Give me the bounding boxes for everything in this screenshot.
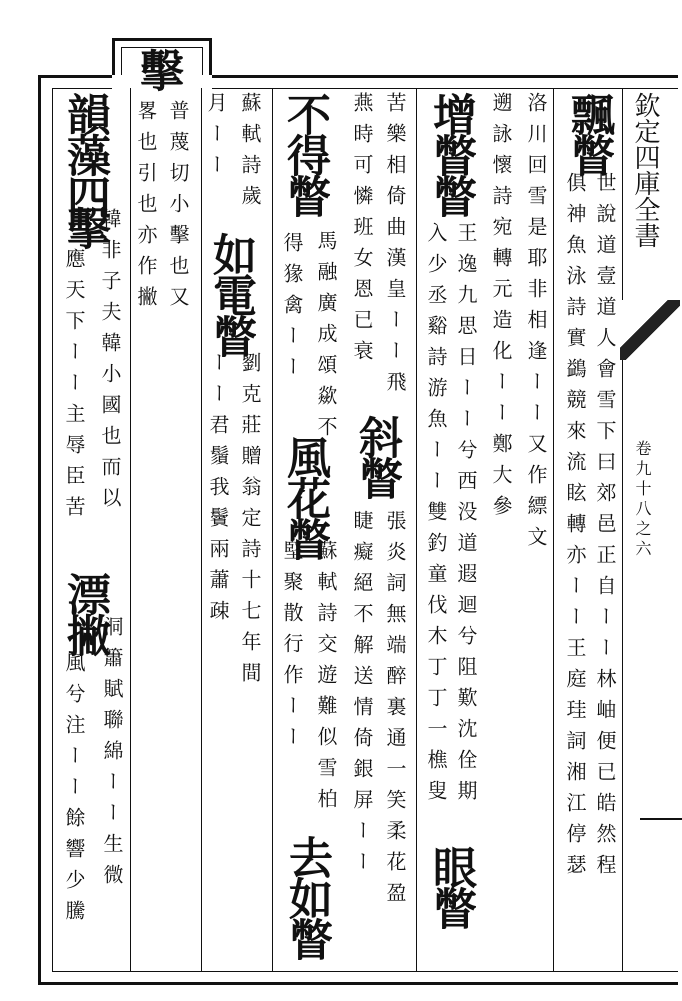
tab-heading-pie: 擊 <box>132 48 183 89</box>
headword-qu-ru-pie: 去如瞥 <box>281 835 332 958</box>
edge-tick <box>640 818 682 820</box>
column-text: 洛川回雪是耶非相逢ーー又作縹文 <box>524 92 548 557</box>
column-text: 蘇軾詩交遊難似雪柏 <box>314 540 338 819</box>
column-divider <box>201 88 202 972</box>
column-text: 世說道壹道人會雪下曰郊邑正自ーー林岫便已皓然程 <box>593 172 617 885</box>
column-text: 燕時可憐班女恩已衰 <box>350 92 374 371</box>
running-title: 欽定四庫全書 <box>630 92 660 248</box>
column-text: 堅聚散行作ーー <box>280 540 304 757</box>
headword-bu-de-pie: 不得瞥 <box>279 92 330 215</box>
column-text: 入少丞谿詩游魚ーー雙釣童伐木丁丁一樵叟 <box>424 222 448 811</box>
volume-label: 卷九十八之六 <box>633 440 652 560</box>
column-text: 月ーー <box>204 92 228 185</box>
column-divider <box>130 88 131 972</box>
headword-ru-dian-pie: 如電瞥 <box>205 232 256 355</box>
headword-piao-pie-2: 漂撇 <box>59 572 110 654</box>
column-text: 張炎詞無端醉裏通一笑柔花盈 <box>383 510 407 913</box>
column-text: 俱神魚泳詩實鷁競來流眩轉亦ーー王庭珪詞湘江停瑟 <box>563 172 587 885</box>
column-divider <box>553 88 554 972</box>
column-text: 睫癡絕不解送情倚銀屏ーー <box>350 510 374 882</box>
column-text: 普蔑切小擊也又 <box>166 100 190 317</box>
column-text: 應天下ーー主辱臣苦 <box>62 248 86 527</box>
column-text: 馬融廣成頌歘不 <box>314 230 338 447</box>
headword-yun-zao-si: 韻藻四 <box>59 92 110 215</box>
column-text: 畧也引也亦作撇 <box>134 100 158 317</box>
column-text: 洞簫賦聯綿ーー生微 <box>100 616 124 895</box>
fish-tail-mark <box>620 300 680 360</box>
header-strip-border <box>622 88 623 972</box>
column-text: ーー君鬚我鬢兩蕭疎 <box>206 352 230 631</box>
headword-pie-second: 擊 <box>59 206 110 247</box>
headword-xie-pie: 斜瞥 <box>351 415 402 497</box>
headword-feng-hua-pie: 風花瞥 <box>279 435 330 558</box>
column-text: 苦樂相倚曲漢皇ーー飛 <box>383 92 407 402</box>
column-divider <box>416 88 417 972</box>
headword-zeng-pie-pie: 增瞥瞥 <box>425 92 476 215</box>
column-divider <box>272 88 273 972</box>
column-text: 韓非子夫韓小國也而以 <box>98 208 122 518</box>
column-text: 得猭禽ーー <box>280 232 304 387</box>
headword-yan-pie: 眼瞥 <box>425 845 476 927</box>
column-text: 蘇軾詩歲 <box>238 92 262 216</box>
column-text: 風兮注ーー餘響少騰 <box>62 652 86 931</box>
column-text: 劉克莊贈翁定詩十七年間 <box>238 352 262 693</box>
column-text: 王逸九思日ーー兮西没道遐迴兮阻歎沈佺期 <box>454 222 478 811</box>
column-text: 遡詠懷詩宛轉元造化ーー鄭大參 <box>489 92 513 526</box>
headword-piao-pie: 飄瞥 <box>563 92 614 174</box>
